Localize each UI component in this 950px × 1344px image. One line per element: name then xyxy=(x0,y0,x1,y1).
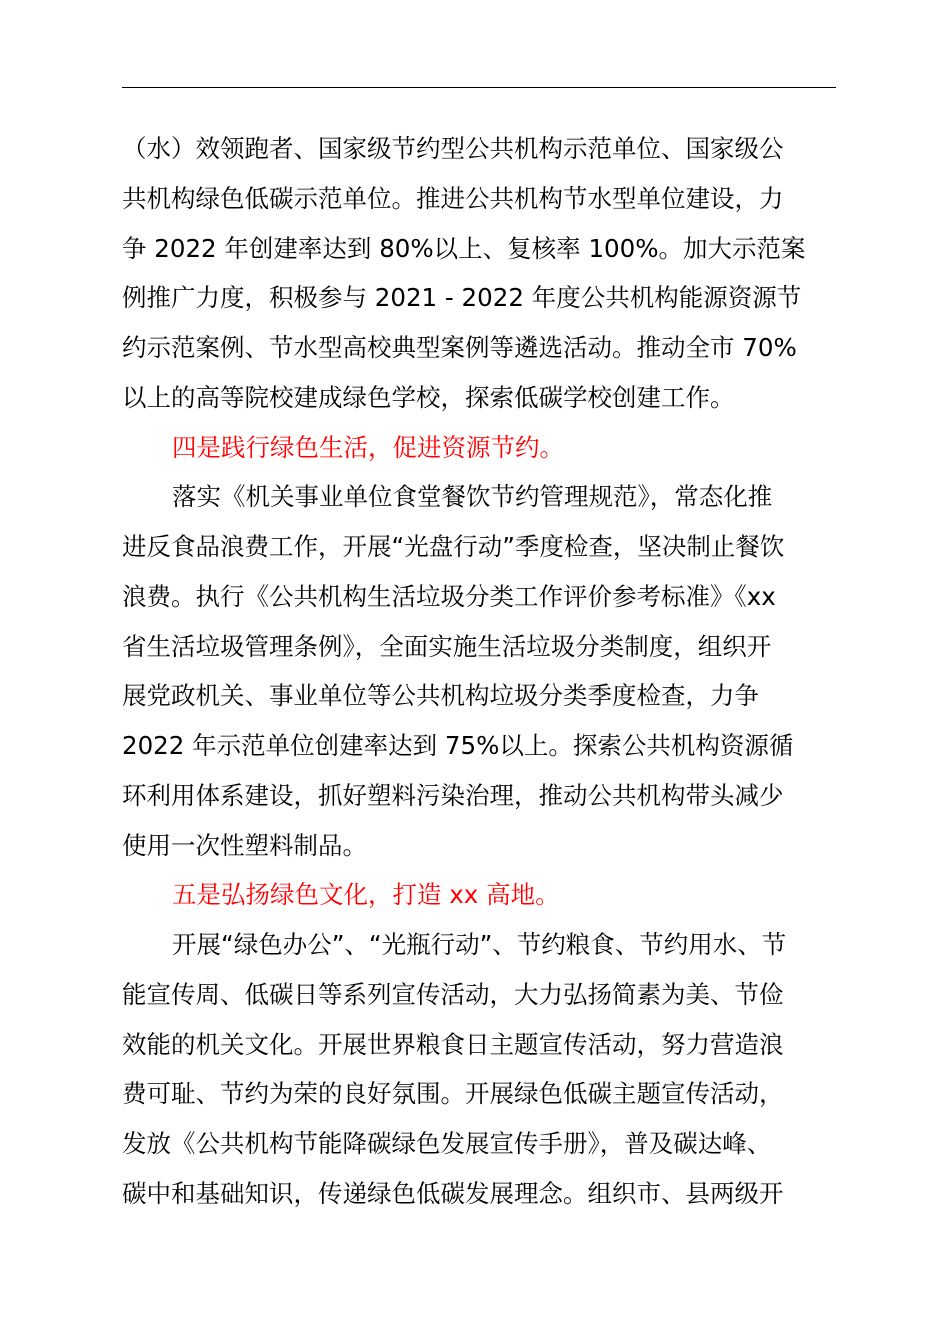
paragraph-first-line: 落实《机关事业单位食堂餐饮节约管理规范》，常态化推 xyxy=(172,482,773,511)
text-line: 进反食品浪费工作，开展“光盘行动”季度检查，坚决制止餐饮 xyxy=(122,532,785,561)
text-line: 费可耻、节约为荣的良好氛围。开展绿色低碳主题宣传活动， xyxy=(122,1079,784,1108)
text-line: 约示范案例、节水型高校典型案例等遴选活动。推动全市 70% xyxy=(122,333,797,362)
section-heading: 五是弘扬绿色文化，打造 xx 高地。 xyxy=(172,880,560,909)
text-line: 展党政机关、事业单位等公共机构垃圾分类季度检查，力争 xyxy=(122,681,759,710)
text-line: 浪费。执行《公共机构生活垃圾分类工作评价参考标准》《xx xyxy=(122,582,776,611)
text-line: 使用一次性塑料制品。 xyxy=(122,831,367,860)
paragraph-first-line: 开展“绿色办公”、“光瓶行动”、节约粮食、节约用水、节 xyxy=(172,930,787,959)
text-line: 效能的机关文化。开展世界粮食日主题宣传活动，努力营造浪 xyxy=(122,1030,784,1059)
text-line: 以上的高等院校建成绿色学校，探索低碳学校创建工作。 xyxy=(122,383,735,412)
text-line: 能宣传周、低碳日等系列宣传活动，大力弘扬简素为美、节俭 xyxy=(122,980,784,1009)
text-line: 2022 年示范单位创建率达到 75%以上。探索公共机构资源循 xyxy=(122,731,794,760)
text-line: 共机构绿色低碳示范单位。推进公共机构节水型单位建设，力 xyxy=(122,184,784,213)
text-line: 省生活垃圾管理条例》，全面实施生活垃圾分类制度，组织开 xyxy=(122,632,772,661)
text-line: （水）效领跑者、国家级节约型公共机构示范单位、国家级公 xyxy=(122,134,784,163)
section-heading: 四是践行绿色生活，促进资源节约。 xyxy=(172,433,564,462)
text-line: 例推广力度，积极参与 2021 - 2022 年度公共机构能源资源节 xyxy=(122,283,802,312)
text-line: 环利用体系建设，抓好塑料污染治理，推动公共机构带头减少 xyxy=(122,781,784,810)
text-line: 发放《公共机构节能降碳绿色发展宣传手册》，普及碳达峰、 xyxy=(122,1129,772,1158)
text-line: 碳中和基础知识，传递绿色低碳发展理念。组织市、县两级开 xyxy=(122,1179,784,1208)
header-rule xyxy=(122,87,836,88)
text-line: 争 2022 年创建率达到 80%以上、复核率 100%。加大示范案 xyxy=(122,234,806,263)
